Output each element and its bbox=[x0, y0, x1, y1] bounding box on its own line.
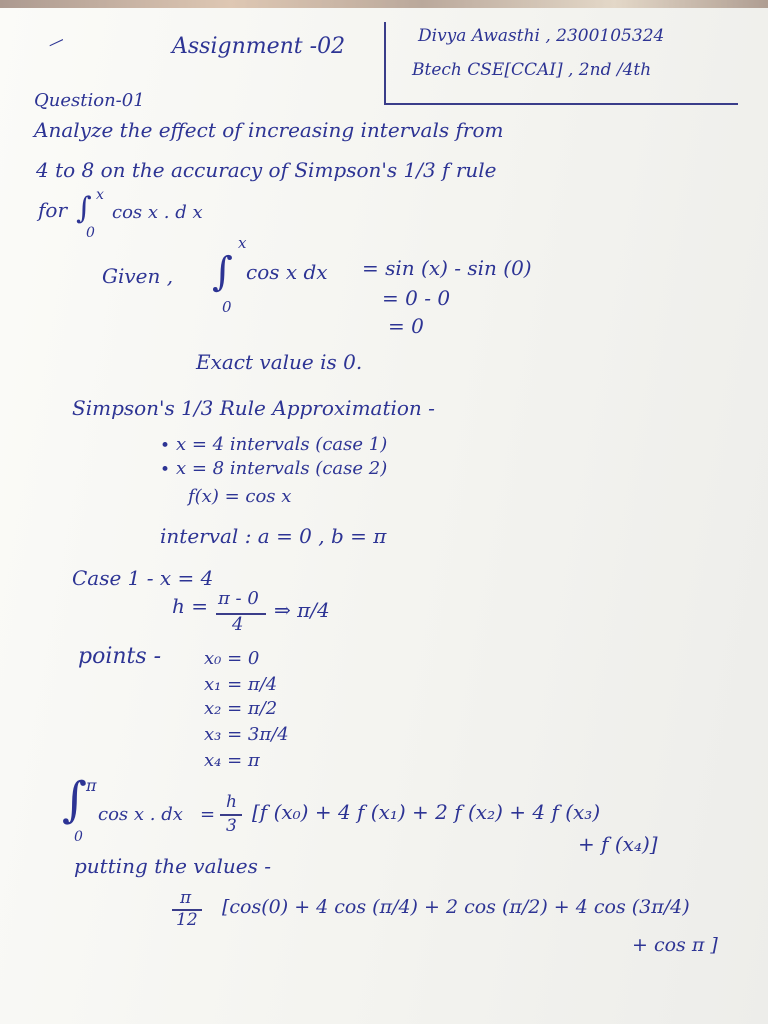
point-x3: x₃ = 3π/4 bbox=[204, 724, 289, 745]
point-x1: x₁ = π/4 bbox=[204, 674, 278, 695]
step-size-result: ⇒ π/4 bbox=[274, 598, 330, 622]
question-lower-limit: 0 bbox=[86, 225, 95, 241]
formula-upper-limit: π bbox=[86, 776, 97, 795]
given-result-line-2: = 0 - 0 bbox=[382, 286, 451, 310]
point-x4: x₄ = π bbox=[204, 750, 260, 771]
student-name-id: Divya Awasthi , 2300105324 bbox=[418, 26, 665, 46]
step-size-prefix: h = bbox=[172, 594, 208, 618]
given-upper-limit: x bbox=[238, 234, 247, 252]
question-label: Question-01 bbox=[34, 90, 145, 111]
putting-fraction-denominator: 12 bbox=[176, 910, 198, 930]
header-box-bottom-border bbox=[384, 103, 738, 105]
formula-h-denominator: 3 bbox=[226, 816, 237, 836]
bullet-case-1: x = 4 intervals (case 1) bbox=[176, 434, 388, 455]
question-line-2: 4 to 8 on the accuracy of Simpson's 1/3 f rule bbox=[36, 158, 497, 182]
simpson-heading: Simpson's 1/3 Rule Approximation - bbox=[72, 396, 435, 420]
assignment-title: Assignment -02 bbox=[172, 34, 346, 59]
page-top-edge bbox=[0, 0, 768, 8]
putting-values-label: putting the values - bbox=[74, 854, 272, 878]
given-integrand: cos x dx bbox=[246, 260, 328, 284]
question-line-1: Analyze the effect of increasing intervals from bbox=[34, 118, 504, 142]
given-lower-limit: 0 bbox=[222, 298, 232, 316]
step-size-numerator: π - 0 bbox=[218, 588, 259, 609]
formula-integrand: cos x . dx bbox=[98, 804, 183, 825]
given-label: Given , bbox=[102, 264, 174, 288]
bullet-case-2: x = 8 intervals (case 2) bbox=[176, 458, 388, 479]
formula-h-numerator: h bbox=[226, 792, 237, 812]
bullet-dot-icon: • bbox=[160, 460, 171, 480]
formula-line-2: + f (x₄)] bbox=[578, 832, 658, 856]
header-box-left-border bbox=[384, 22, 386, 104]
exact-value-statement: Exact value is 0. bbox=[196, 350, 363, 374]
integral-sign-icon: ∫ bbox=[62, 772, 88, 828]
point-x0: x₀ = 0 bbox=[204, 648, 260, 669]
question-upper-limit: x bbox=[96, 187, 104, 203]
bullet-dot-icon: • bbox=[160, 436, 171, 456]
margin-tick: — bbox=[44, 29, 68, 54]
given-result-line-3: = 0 bbox=[388, 314, 424, 338]
function-definition: f(x) = cos x bbox=[188, 486, 292, 507]
putting-values-line-1: [cos(0) + 4 cos (π/4) + 2 cos (π/2) + 4 cos (3π/4) bbox=[222, 896, 690, 918]
question-line-3-prefix: for bbox=[38, 198, 68, 222]
points-label: points - bbox=[78, 644, 162, 669]
course-info: Btech CSE[CCAI] , 2nd /4th bbox=[412, 60, 652, 80]
case-1-label: Case 1 - x = 4 bbox=[72, 566, 214, 590]
formula-line-1: [f (x₀) + 4 f (x₁) + 2 f (x₂) + 4 f (x₃) bbox=[252, 800, 601, 824]
interval-definition: interval : a = 0 , b = π bbox=[160, 524, 387, 548]
point-x2: x₂ = π/2 bbox=[204, 698, 278, 719]
given-result-line-1: = sin (x) - sin (0) bbox=[362, 256, 532, 280]
formula-equals: = bbox=[200, 804, 216, 825]
integral-sign-icon: ∫ bbox=[212, 249, 233, 295]
formula-lower-limit: 0 bbox=[74, 829, 83, 845]
step-size-denominator: 4 bbox=[232, 614, 244, 635]
putting-values-line-2: + cos π ] bbox=[632, 934, 718, 956]
question-integrand: cos x . d x bbox=[112, 202, 203, 223]
integral-sign-icon: ∫ bbox=[76, 191, 92, 226]
putting-fraction-numerator: π bbox=[180, 888, 192, 908]
